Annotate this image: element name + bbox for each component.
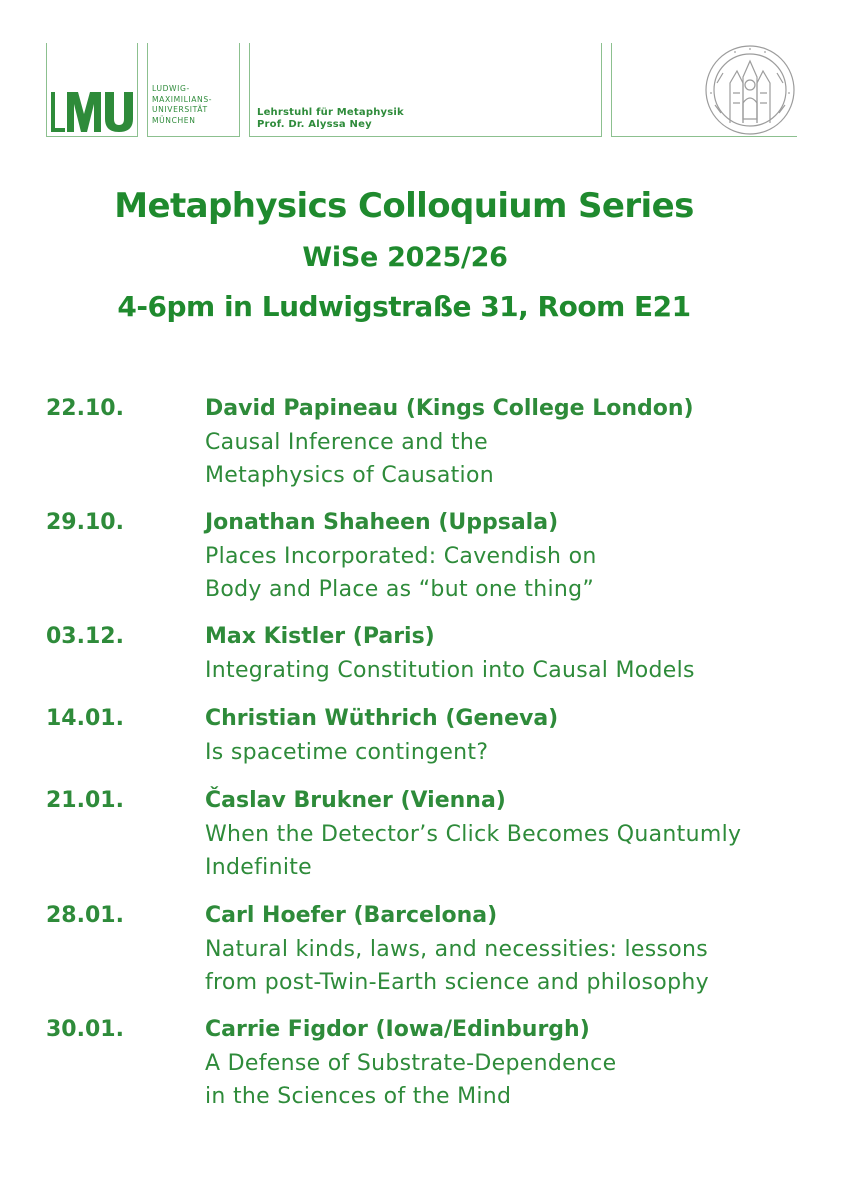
divider (601, 43, 602, 137)
talk-speaker: Carrie Figdor (Iowa/Edinburgh) (205, 1017, 590, 1042)
talk-speaker: Carl Hoefer (Barcelona) (205, 903, 498, 928)
divider (147, 136, 240, 137)
talk-title-line: Indefinite (205, 855, 313, 880)
talk-date: 03.12. (46, 624, 124, 649)
chair-info (257, 107, 404, 131)
university-name-line: UNIVERSITÄT (152, 105, 208, 114)
talk-title-line: A Defense of Substrate-Dependence (205, 1051, 617, 1076)
talk-title-line: Body and Place as “but one thing” (205, 577, 595, 602)
divider (249, 136, 602, 137)
divider (46, 43, 47, 137)
divider (137, 43, 138, 137)
talk-title-line: Places Incorporated: Cavendish on (205, 544, 597, 569)
talk-title-line: Natural kinds, laws, and necessities: lessons (205, 937, 708, 962)
talk-title-line: in the Sciences of the Mind (205, 1084, 512, 1109)
term-title: WiSe 2025/26 (302, 242, 508, 273)
divider (239, 43, 240, 137)
talk-date: 28.01. (46, 903, 124, 928)
divider (249, 43, 250, 137)
university-name-line: MÜNCHEN (152, 115, 196, 125)
divider (611, 43, 612, 137)
professor-name: Prof. Dr. Alyssa Ney (257, 119, 372, 130)
university-name-line: MAXIMILIANS- (152, 94, 213, 104)
time-place: 4-6pm in Ludwigstraße 31, Room E21 (117, 290, 691, 323)
talk-date: 22.10. (46, 396, 124, 421)
talk-title-line: from post-Twin-Earth science and philosophy (205, 970, 709, 995)
lmu-logo (48, 92, 134, 132)
talk-speaker: David Papineau (Kings College London) (205, 396, 694, 421)
talk-title-line: Is spacetime contingent? (205, 740, 489, 765)
talk-title-line: Metaphysics of Causation (205, 463, 494, 488)
talk-date: 14.01. (46, 706, 124, 731)
talk-speaker: Časlav Brukner (Vienna) (205, 788, 506, 813)
talk-title-line: Integrating Constitution into Causal Models (205, 658, 695, 683)
talk-date: 29.10. (46, 510, 124, 535)
talk-date: 21.01. (46, 788, 124, 813)
talk-date: 30.01. (46, 1017, 124, 1042)
talk-title-line: When the Detector’s Click Becomes Quantumly (205, 822, 742, 847)
divider (46, 136, 138, 137)
talk-speaker: Christian Wüthrich (Geneva) (205, 706, 559, 731)
university-name (152, 84, 212, 126)
talk-title-line: Causal Inference and the (205, 430, 488, 455)
divider (147, 43, 148, 137)
university-name-line: LUDWIG- (152, 84, 190, 93)
talk-speaker: Max Kistler (Paris) (205, 624, 435, 649)
talk-speaker: Jonathan Shaheen (Uppsala) (205, 510, 559, 535)
university-seal-icon (703, 43, 797, 137)
chair-name: Lehrstuhl für Metaphysik (257, 107, 404, 118)
series-title: Metaphysics Colloquium Series (114, 186, 694, 226)
